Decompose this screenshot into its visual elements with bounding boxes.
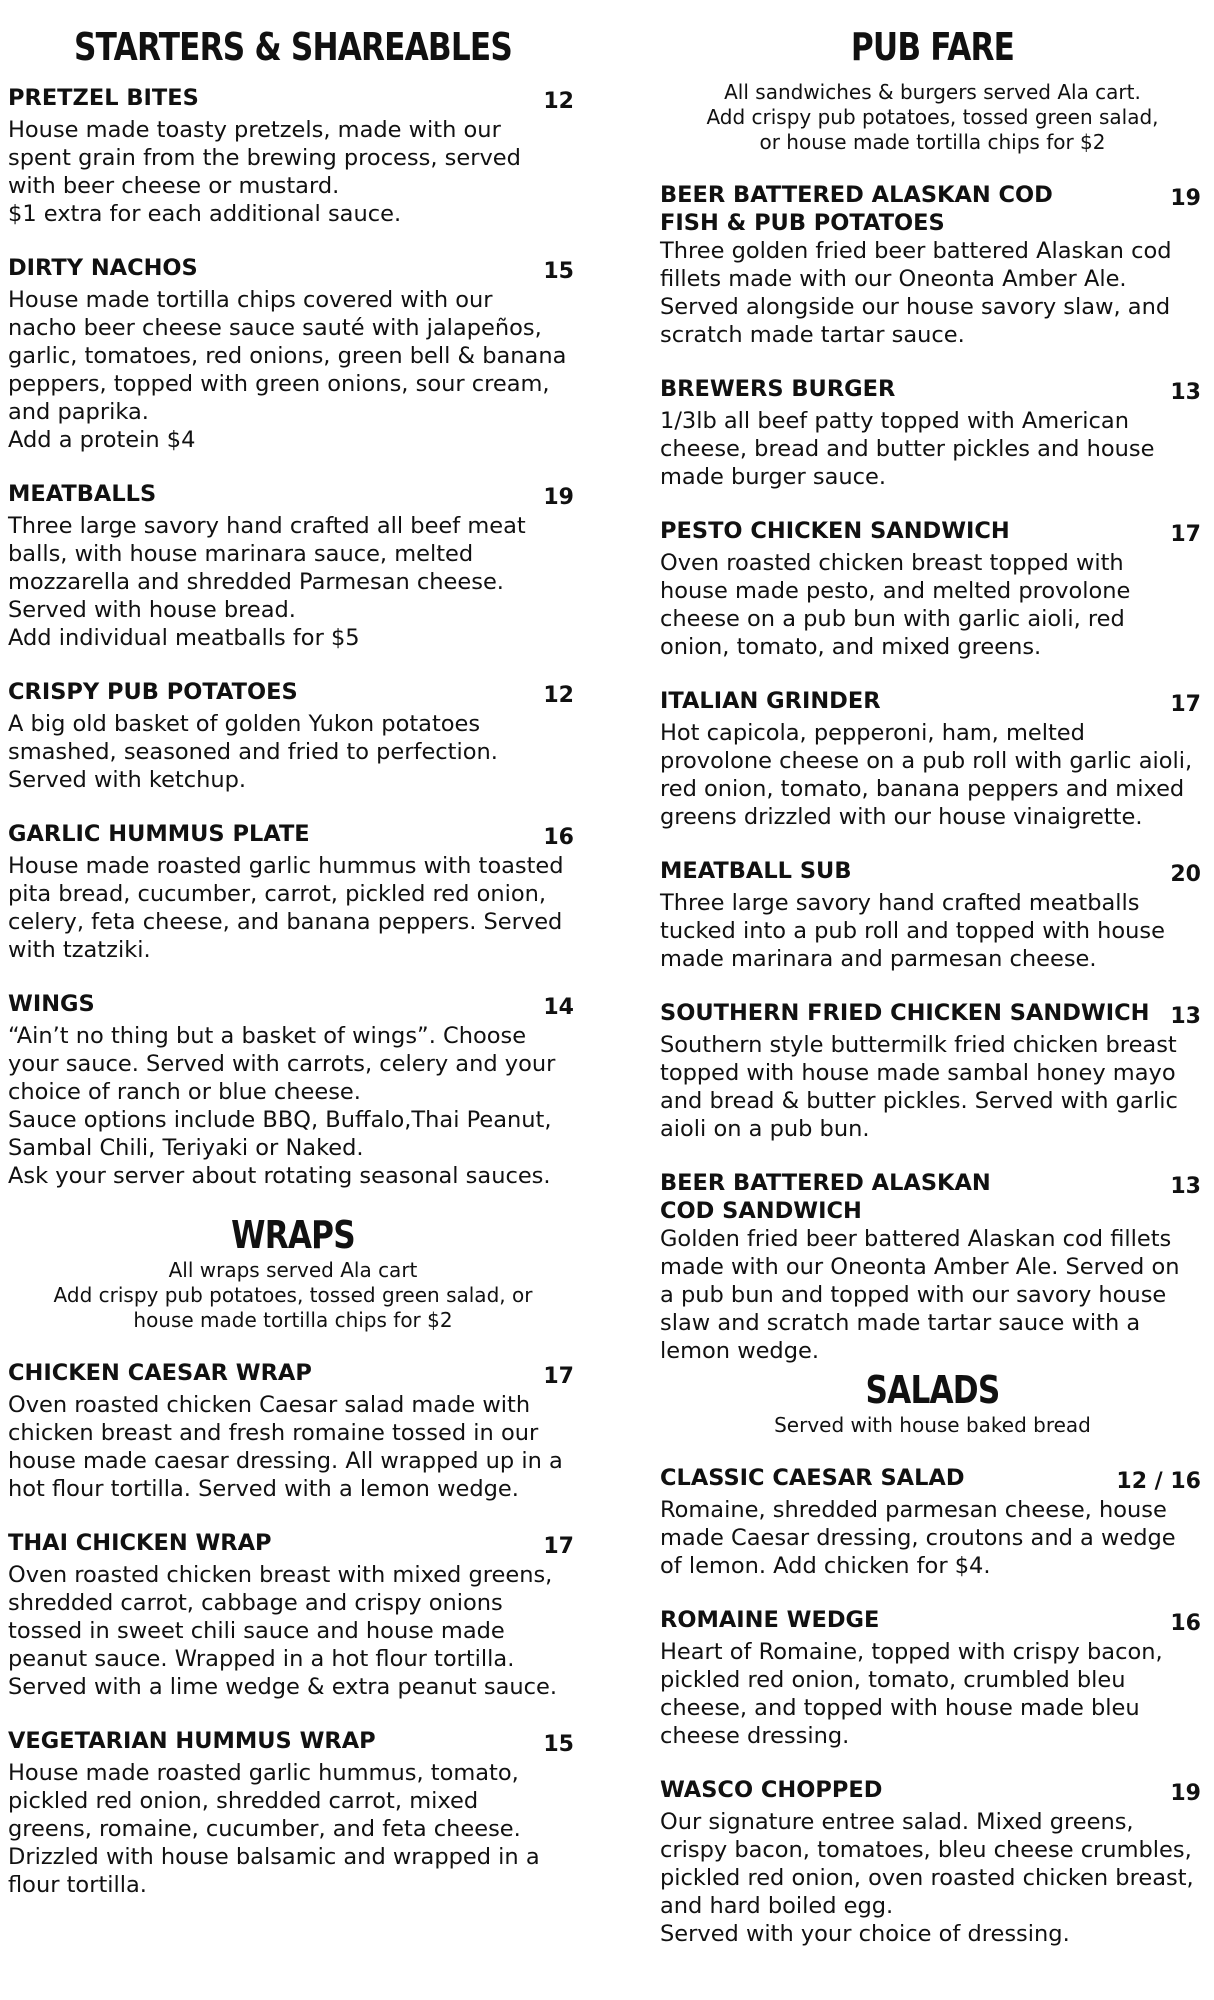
item-name: MEATBALL SUB	[660, 858, 852, 884]
item-price: 14	[543, 995, 574, 1020]
left-column	[8, 0, 578, 1899]
menu-item	[660, 1464, 1205, 1580]
menu-item	[8, 678, 578, 794]
salads-heading: SALADS	[865, 1368, 1000, 1412]
item-price: 19	[543, 485, 574, 510]
item-price: 16	[1170, 1611, 1201, 1636]
item-price: 20	[1170, 862, 1201, 887]
salads-list	[660, 1464, 1205, 1948]
item-name: ROMAINE WEDGE	[660, 1607, 880, 1633]
item-name: ITALIAN GRINDER	[660, 688, 881, 714]
item-description: Three golden fried beer battered Alaskan cod fillets made with our Oneonta Amber Ale. Served alongside our house savory slaw, and scratch made tartar sauce.	[660, 238, 1172, 348]
menu-item	[660, 1169, 1205, 1365]
item-name: WINGS	[8, 991, 95, 1017]
item-description: Three large savory hand crafted meatballs tucked into a pub roll and topped with house made marinara and parmesan cheese.	[660, 890, 1165, 972]
item-description: Oven roasted chicken breast with mixed greens, shredded carrot, cabbage and crispy onions tossed in sweet chili sauce and house made peanut sauce. Wrapped in a hot flour tortilla. Served with a lime wedge & extra peanut sauce.	[8, 1562, 558, 1700]
item-description: House made tortilla chips covered with our nacho beer cheese sauce sauté with jalapeños, garlic, tomatoes, red onions, green bell & banana peppers, topped with green onions, sour cream, and paprika. Add a protein $4	[8, 287, 567, 453]
item-description: Three large savory hand crafted all beef meat balls, with house marinara sauce, melted mozzarella and shredded Parmesan cheese. Served with house bread. Add individual meatballs for $5	[8, 513, 526, 651]
item-price: 17	[1170, 692, 1201, 717]
item-price: 15	[543, 1732, 574, 1757]
menu-item	[660, 857, 1205, 973]
starters-heading: STARTERS & SHAREABLES	[74, 25, 512, 69]
item-description: Oven roasted chicken breast topped with house made pesto, and melted provolone cheese on a pub bun with garlic aioli, red onion, tomato, and mixed greens.	[660, 550, 1131, 660]
item-price: 17	[543, 1364, 574, 1389]
item-name: THAI CHICKEN WRAP	[8, 1530, 272, 1556]
menu-item	[8, 820, 578, 964]
item-price: 19	[1170, 1781, 1201, 1806]
item-description: “Ain’t no thing but a basket of wings”. Choose your sauce. Served with carrots, celery and your choice of ranch or blue cheese. Sauce options include BBQ, Buffalo,Thai Peanut, Sambal Chili, Teriyaki or Naked. Ask your server about rotating seasonal sauces.	[8, 1023, 556, 1189]
pub-fare-list	[660, 181, 1205, 1365]
item-name: GARLIC HUMMUS PLATE	[8, 821, 310, 847]
item-description: Southern style buttermilk fried chicken breast topped with house made sambal honey mayo and bread & butter pickles. Served with garlic aioli on a pub bun.	[660, 1032, 1178, 1142]
item-price: 13	[1170, 380, 1201, 405]
item-description: Hot capicola, pepperoni, ham, melted provolone cheese on a pub roll with garlic aioli, red onion, tomato, banana peppers and mixed greens drizzled with our house vinaigrette.	[660, 720, 1193, 830]
item-price: 13	[1170, 1004, 1201, 1029]
item-price: 19	[1170, 186, 1201, 211]
starters-list	[8, 84, 578, 1190]
item-name: MEATBALLS	[8, 481, 157, 507]
menu-item	[660, 181, 1205, 349]
menu-item	[8, 254, 578, 454]
menu-item	[8, 1529, 578, 1701]
item-price: 16	[543, 825, 574, 850]
wraps-list	[8, 1359, 578, 1899]
item-description: Golden fried beer battered Alaskan cod fillets made with our Oneonta Amber Ale. Served on a pub bun and topped with our savory house slaw and scratch made tartar sauce with a lemon wedge.	[660, 1226, 1180, 1364]
item-name: BEER BATTERED ALASKAN COD FISH & PUB POTATOES	[660, 182, 1053, 236]
item-price: 15	[543, 259, 574, 284]
item-name: CRISPY PUB POTATOES	[8, 679, 298, 705]
item-description: Heart of Romaine, topped with crispy bacon, pickled red onion, tomato, crumbled bleu cheese, and topped with house made bleu cheese dressing.	[660, 1639, 1163, 1749]
pub-fare-note: All sandwiches & burgers served Ala cart. Add crispy pub potatoes, tossed green salad, or house made tortilla chips for $2	[706, 80, 1159, 154]
item-price: 17	[1170, 522, 1201, 547]
right-column	[660, 0, 1205, 1948]
item-price: 12 / 16	[1116, 1469, 1201, 1494]
menu-item	[660, 1776, 1205, 1948]
menu-item	[660, 687, 1205, 831]
item-description: House made roasted garlic hummus, tomato, pickled red onion, shredded carrot, mixed greens, romaine, cucumber, and feta cheese. Drizzled with house balsamic and wrapped in a flour tortilla.	[8, 1760, 540, 1898]
item-price: 12	[543, 89, 574, 114]
item-name: PRETZEL BITES	[8, 85, 199, 111]
item-description: 1/3lb all beef patty topped with American cheese, bread and butter pickles and house made burger sauce.	[660, 408, 1155, 490]
pub-fare-heading: PUB FARE	[850, 25, 1015, 69]
item-name: CLASSIC CAESAR SALAD	[660, 1465, 965, 1491]
item-name: WASCO CHOPPED	[660, 1777, 883, 1803]
item-description: A big old basket of golden Yukon potatoes smashed, seasoned and fried to perfection. Served with ketchup.	[8, 711, 498, 793]
item-description: House made roasted garlic hummus with toasted pita bread, cucumber, carrot, pickled red onion, celery, feta cheese, and banana peppers. Served with tzatziki.	[8, 853, 564, 963]
item-price: 17	[543, 1534, 574, 1559]
item-name: VEGETARIAN HUMMUS WRAP	[8, 1728, 376, 1754]
item-price: 12	[543, 683, 574, 708]
menu-item	[8, 84, 578, 228]
menu-item	[660, 1606, 1205, 1750]
menu-item	[8, 1727, 578, 1899]
salads-note: Served with house baked bread	[774, 1413, 1091, 1437]
item-name: CHICKEN CAESAR WRAP	[8, 1360, 312, 1386]
menu-item	[660, 999, 1205, 1143]
wraps-note: All wraps served Ala cart Add crispy pub potatoes, tossed green salad, or house made tortilla chips for $2	[53, 1258, 533, 1332]
menu-item	[8, 1359, 578, 1503]
item-name: PESTO CHICKEN SANDWICH	[660, 518, 1010, 544]
item-name: SOUTHERN FRIED CHICKEN SANDWICH	[660, 1000, 1150, 1026]
item-description: Our signature entree salad. Mixed greens, crispy bacon, tomatoes, bleu cheese crumbles, pickled red onion, oven roasted chicken breast, and hard boiled egg. Served with your choice of dressing.	[660, 1809, 1194, 1947]
item-name: BREWERS BURGER	[660, 376, 896, 402]
item-price: 13	[1170, 1174, 1201, 1199]
item-name: BEER BATTERED ALASKAN COD SANDWICH	[660, 1170, 991, 1224]
wraps-heading: WRAPS	[231, 1213, 355, 1257]
menu-item	[8, 480, 578, 652]
item-description: Romaine, shredded parmesan cheese, house made Caesar dressing, croutons and a wedge of lemon. Add chicken for $4.	[660, 1497, 1176, 1579]
item-description: Oven roasted chicken Caesar salad made with chicken breast and fresh romaine tossed in our house made caesar dressing. All wrapped up in a hot flour tortilla. Served with a lemon wedge.	[8, 1392, 563, 1502]
item-description: House made toasty pretzels, made with our spent grain from the brewing process, served with beer cheese or mustard. $1 extra for each additional sauce.	[8, 117, 521, 227]
menu-item	[8, 990, 578, 1190]
menu-item	[660, 375, 1205, 491]
menu-item	[660, 517, 1205, 661]
item-name: DIRTY NACHOS	[8, 255, 198, 281]
